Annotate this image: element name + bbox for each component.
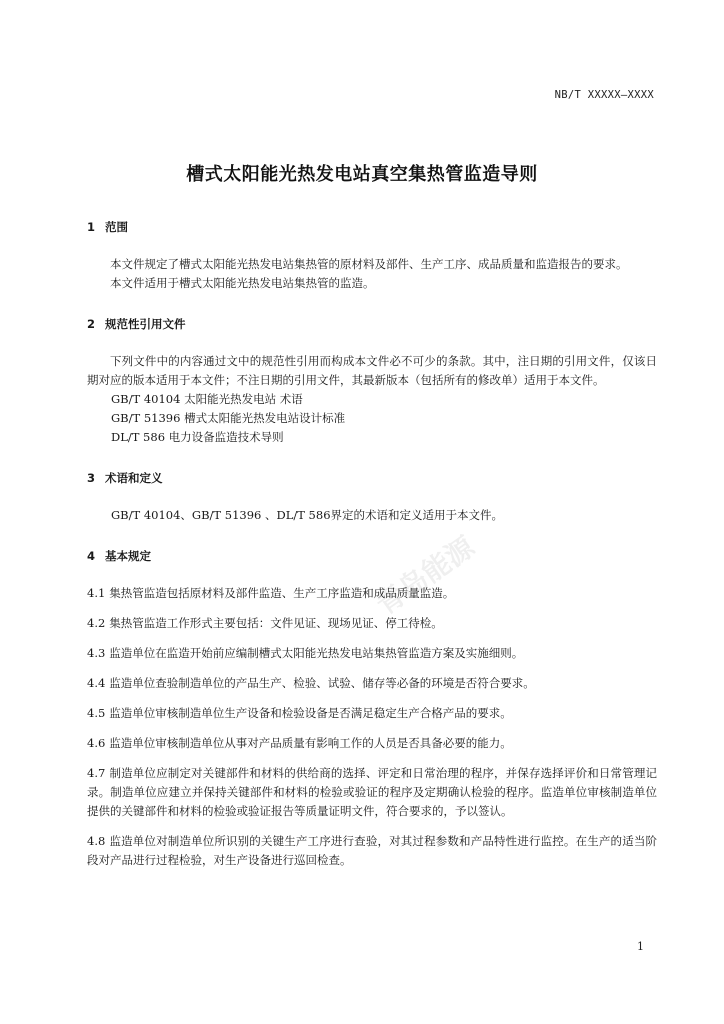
clause-4-6 <box>87 734 657 753</box>
terms-paragraph: GB/T 40104、GB/T 51396 、DL/T 586界定的术语和定义适用于本文件。 <box>111 508 504 522</box>
section-1-heading <box>87 218 657 237</box>
section-title: 规范性引用文件 <box>105 317 186 331</box>
scope-paragraph-1: 本文件规定了槽式太阳能光热发电站集热管的原材料及部件、生产工序、成品质量和监造报告的要求。 <box>110 257 628 271</box>
reference-item: DL/T 586 电力设备监造技术导则 <box>111 430 284 444</box>
clause-number: 4.8 <box>87 834 106 848</box>
section-4-heading <box>87 547 657 566</box>
section-number: 3 <box>87 471 96 485</box>
watermark-text: 青岛能源 <box>369 530 481 622</box>
document-body <box>87 218 657 870</box>
clause-4-5 <box>87 704 657 723</box>
standard-code: NB/T XXXXX—XXXX <box>554 89 654 101</box>
section-number: 4 <box>87 549 96 563</box>
clause-text: 监造单位审核制造单位从事对产品质量有影响工作的人员是否具备必要的能力。 <box>109 736 512 750</box>
clause-4-8 <box>87 832 657 870</box>
clause-text: 监造单位审核制造单位生产设备和检验设备是否满足稳定生产合格产品的要求。 <box>109 706 512 720</box>
section-title: 范围 <box>105 220 128 234</box>
scope-paragraph-2: 本文件适用于槽式太阳能光热发电站集热管的监造。 <box>110 276 375 290</box>
clause-number: 4.7 <box>87 766 106 780</box>
section-number: 2 <box>87 317 96 331</box>
document-title: 槽式太阳能光热发电站真空集热管监造导则 <box>186 164 538 185</box>
normative-references-intro: 下列文件中的内容通过文中的规范性引用而构成本文件必不可少的条款。其中，注日期的引用文件，仅该日期对应的版本适用于本文件；不注日期的引用文件，其最新版本（包括所有的修改单）适用于本文件。 <box>87 354 657 387</box>
clause-number: 4.5 <box>87 706 106 720</box>
clause-number: 4.2 <box>87 616 106 630</box>
reference-item: GB/T 51396 槽式太阳能光热发电站设计标准 <box>111 411 346 425</box>
clause-text: 制造单位应制定对关键部件和材料的供给商的选择、评定和日常治理的程序，并保存选择评价和日常管理记录。制造单位应建立并保持关键部件和材料的检验或验证的程序及定期确认检验的程序。监造单位审核制造单位提供的关键部件和材料的检验或验证报告等质量证明文件，符合要求的，予以签认。 <box>87 766 657 818</box>
clause-text: 监造单位对制造单位所识别的关键生产工序进行查验，对其过程参数和产品特性进行监控。在生产的适当阶段对产品进行过程检验，对生产设备进行巡回检查。 <box>87 834 657 867</box>
reference-item: GB/T 40104 太阳能光热发电站 术语 <box>111 392 303 406</box>
clause-4-3 <box>87 644 657 663</box>
clause-4-2 <box>87 614 657 633</box>
section-number: 1 <box>87 220 96 234</box>
clause-text: 监造单位在监造开始前应编制槽式太阳能光热发电站集热管监造方案及实施细则。 <box>109 646 524 660</box>
page-number: 1 <box>637 940 644 953</box>
clause-text: 集热管监造包括原材料及部件监造、生产工序监造和成品质量监造。 <box>109 586 455 600</box>
section-2-heading <box>87 315 657 334</box>
clause-4-4 <box>87 674 657 693</box>
section-3-heading <box>87 469 657 488</box>
clause-number: 4.3 <box>87 646 106 660</box>
clause-4-7 <box>87 764 657 821</box>
section-title: 基本规定 <box>105 549 151 563</box>
clause-number: 4.6 <box>87 736 106 750</box>
clause-number: 4.1 <box>87 586 106 600</box>
section-title: 术语和定义 <box>105 471 163 485</box>
clause-text: 集热管监造工作形式主要包括：文件见证、现场见证、停工待检。 <box>109 616 443 630</box>
clause-4-1 <box>87 584 657 603</box>
clause-text: 监造单位查验制造单位的产品生产、检验、试验、储存等必备的环境是否符合要求。 <box>109 676 535 690</box>
clause-number: 4.4 <box>87 676 106 690</box>
